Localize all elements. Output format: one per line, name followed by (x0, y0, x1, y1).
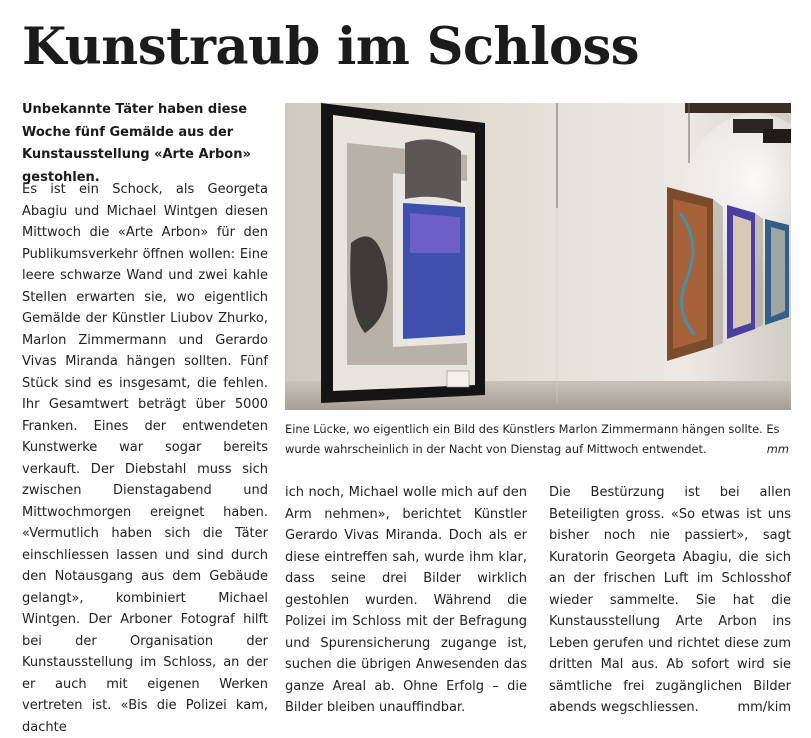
photo-caption (285, 419, 791, 459)
caption-text: Eine Lücke, wo eigentlich ein Bild des Künstlers Marlon Zimmermann hängen sollte. Es wurde wahrscheinlich in der Nacht von Dienstag auf Mittwoch entwendet. (285, 422, 780, 456)
headline: Kunstraub im Schloss (22, 17, 639, 77)
author-sign: mm/kim (737, 700, 791, 715)
body-column-1: Es ist ein Schock, als Georgeta Abagiu und Michael Wintgen diesen Mittwoch die «Arte Arbon» für den Publikumsverkehr öffnen wollen: Eine leere schwarze Wand und zwei kahle Stellen erwarten sie, wo eigentlich Gemälde der Künstler Liubov Zhurko, Marlon Zimmermann und Gerardo Vivas Miranda hängen sollten. Fünf Stück sind es insgesamt, die fehlen. Ihr Gesamtwert beträgt über 5000 Franken. Eines der entwendeten Kunstwerke war sogar bereits verkauft. Der Diebstahl muss sich zwischen Dienstagabend und Mittwochmorgen ereignet haben. «Vermutlich haben sich die Täter einschliessen lassen und sind durch den Notausgang aus dem Gebäude gelangt», kombiniert Michael Wintgen. Der Arboner Fotograf hilft bei der Organisation der Kunstausstellung im Schloss, an der er auch mit eigenen Werken vertreten ist. «Bis die Polizei kam, dachte (22, 182, 268, 735)
gallery-photo (285, 103, 791, 410)
lead-paragraph: Unbekannte Täter haben diese Woche fünf Gemälde aus der Kunstausstellung «Arte Arbon» gestohlen. (22, 102, 251, 185)
body-column-2: ich noch, Michael wolle mich auf den Arm nehmen», berichtet Künstler Gerardo Vivas Miranda. Doch als er diese eintreffen sah, wurde ihm klar, dass seine drei Bilder wirklich gestohlen wurden. Während die Polizei im Schloss mit der Befragung und Spurensicherung zugange ist, suchen die übrigen Anwesenden das ganze Areal ab. Ohne Erfolg – die Bilder bleiben unauffindbar. (285, 485, 527, 715)
photo-credit: mm (766, 442, 789, 456)
body-column-3-text: Die Bestürzung ist bei allen Beteiligten gross. «So etwas ist uns bisher noch nie passiert», sagt Kuratorin Georgeta Abagiu, die sich an der frischen Luft im Schlosshof wieder sammelte. Sie hat die Kunstausstellung Arte Arbon ins Leben gerufen und richtet diese zum dritten Mal aus. Ab sofort wird sie sämtliche frei zugänglichen Bilder abends wegschliessen. (549, 485, 791, 715)
gallery-wall-illustration (285, 103, 791, 410)
body-column-3 (549, 482, 791, 719)
